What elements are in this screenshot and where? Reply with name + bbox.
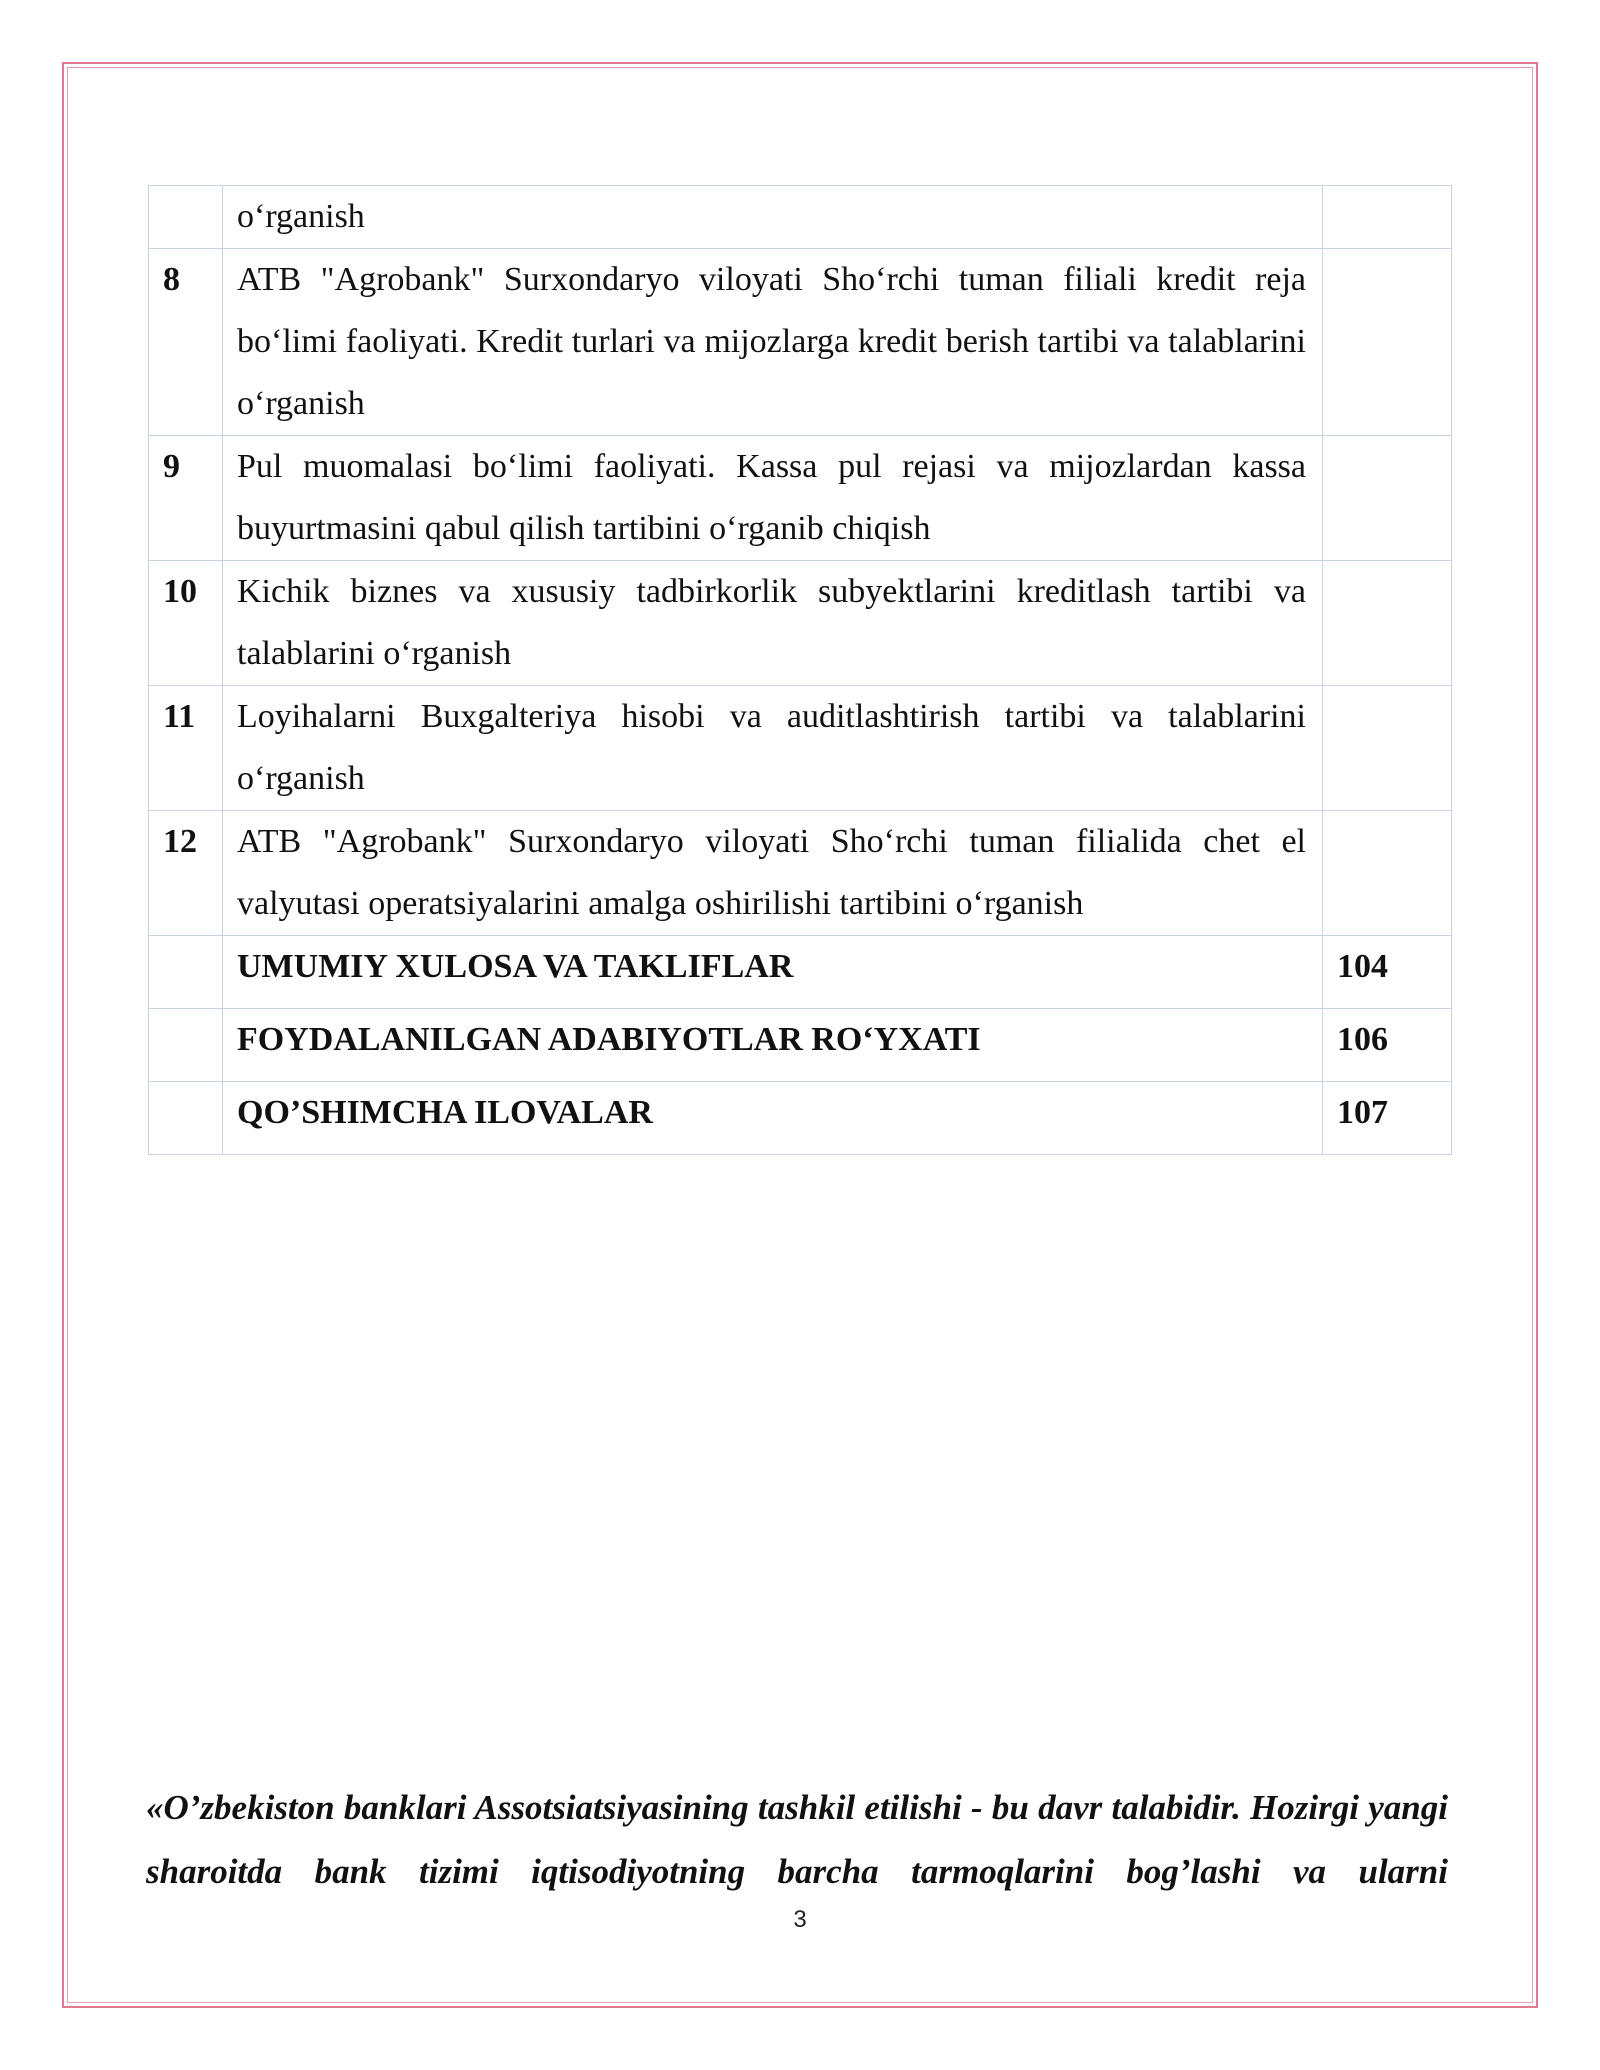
toc-row-page: 106 [1323, 1009, 1452, 1082]
toc-row-title: Kichik biznes va xususiy tadbirkorlik subyektlarini kreditlash tartibi va talablarini o‘rganish [223, 561, 1323, 686]
toc-row-title: FOYDALANILGAN ADABIYOTLAR RO‘YXATI [223, 1009, 1323, 1082]
toc-row-title: ATB "Agrobank" Surxondaryo viloyati Sho‘rchi tuman filialida chet el valyutasi operatsiyalarini amalga oshirilishi tartibini o‘rganish [223, 811, 1323, 936]
toc-row-page: 107 [1323, 1082, 1452, 1155]
toc-row [149, 561, 1452, 686]
toc-row [149, 811, 1452, 936]
toc-row-page: 104 [1323, 936, 1452, 1009]
toc-row-page [1323, 249, 1452, 436]
toc-row-title: UMUMIY XULOSA VA TAKLIFLAR [223, 936, 1323, 1009]
table-of-contents [148, 185, 1452, 1155]
toc-summary-row [149, 1009, 1452, 1082]
toc-row [149, 436, 1452, 561]
toc-row-title: QO’SHIMCHA ILOVALAR [223, 1082, 1323, 1155]
toc-summary-row [149, 936, 1452, 1009]
toc-row [149, 186, 1452, 249]
toc-row [149, 686, 1452, 811]
page-number: 3 [793, 1906, 807, 1933]
toc-row-number: 9 [149, 436, 223, 561]
toc-summary-row [149, 1082, 1452, 1155]
toc-row-title: Loyihalarni Buxgalteriya hisobi va auditlashtirish tartibi va talablarini o‘rganish [223, 686, 1323, 811]
toc-row-page [1323, 186, 1452, 249]
toc-row-number [149, 936, 223, 1009]
toc-row-title: Pul muomalasi bo‘limi faoliyati. Kassa pul rejasi va mijozlardan kassa buyurtmasini qabul qilish tartibini o‘rganib chiqish [223, 436, 1323, 561]
toc-row-page [1323, 686, 1452, 811]
toc-row-number: 10 [149, 561, 223, 686]
toc-row-number: 11 [149, 686, 223, 811]
toc-row-number [149, 1082, 223, 1155]
toc-row-page [1323, 561, 1452, 686]
toc-row [149, 249, 1452, 436]
toc-row-title: o‘rganish [223, 186, 1323, 249]
toc-row-number [149, 1009, 223, 1082]
toc-row-number: 8 [149, 249, 223, 436]
toc-row-number: 12 [149, 811, 223, 936]
quote-paragraph: «O’zbekiston banklari Assotsiatsiyasining tashkil etilishi - bu davr talabidir. Hozirgi yangi sharoitda bank tizimi iqtisodiyotning barcha tarmoqlarini bog’lashi va ularni [146, 1788, 1448, 1891]
toc-row-page [1323, 811, 1452, 936]
toc-row-page [1323, 436, 1452, 561]
toc-row-title: ATB "Agrobank" Surxondaryo viloyati Sho‘rchi tuman filiali kredit reja bo‘limi faoliyati. Kredit turlari va mijozlarga kredit berish tartibi va talablarini o‘rganish [223, 249, 1323, 436]
toc-row-number [149, 186, 223, 249]
